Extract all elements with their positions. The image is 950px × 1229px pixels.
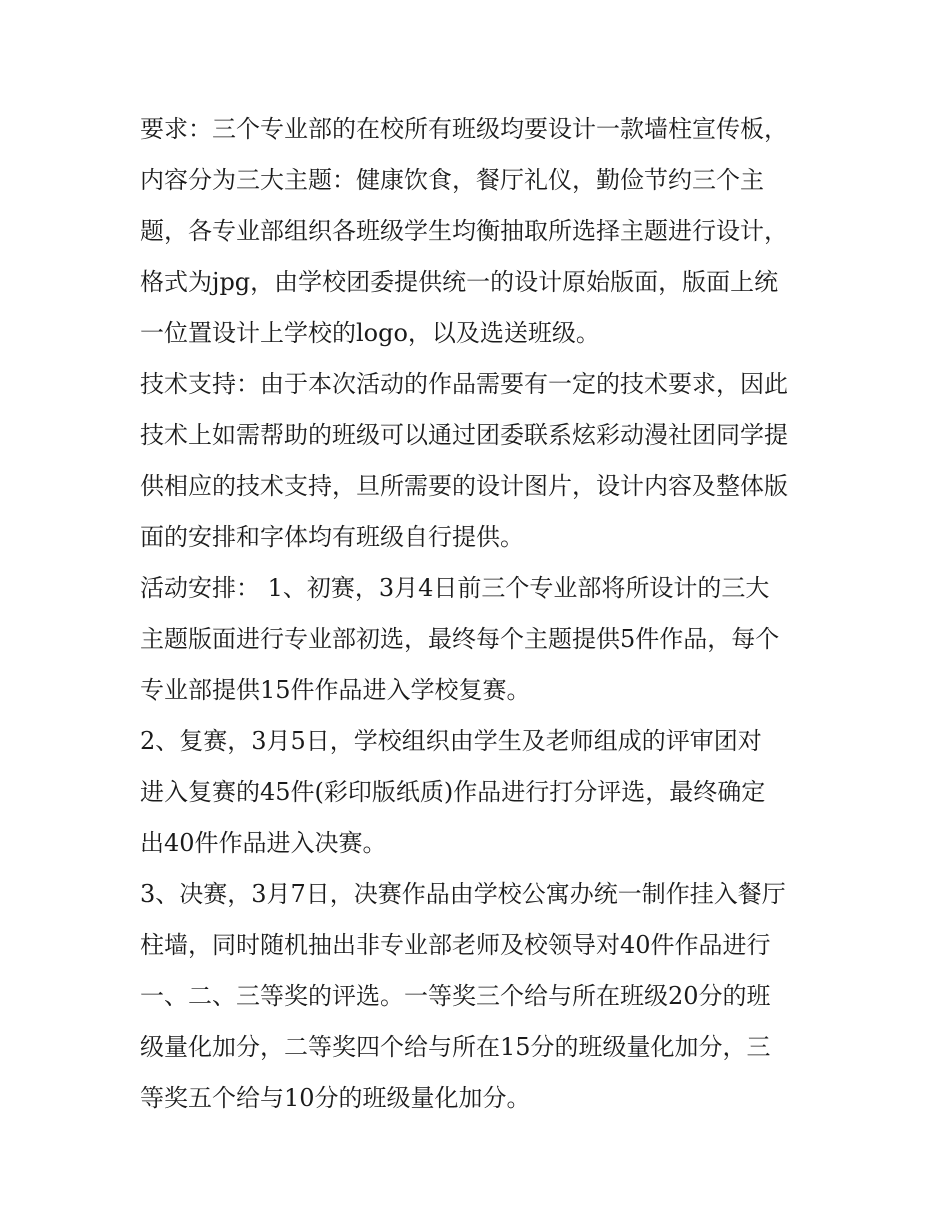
text-line: 格式为jpg，由学校团委提供统一的设计原始版面，版面上统 bbox=[140, 268, 779, 296]
text-line: 2、复赛，3月5日，学校组织由学生及老师组成的评审团对 bbox=[140, 727, 762, 755]
text-line: 技术支持：由于本次活动的作品需要有一定的技术要求，因此 bbox=[140, 370, 788, 398]
text-line: 一、二、三等奖的评选。一等奖三个给与所在班级20分的班 bbox=[140, 982, 771, 1010]
text-line: 主题版面进行专业部初选，最终每个主题提供5件作品，每个 bbox=[140, 625, 780, 653]
text-line: 进入复赛的45件(彩印版纸质)作品进行打分评选，最终确定 bbox=[140, 778, 766, 806]
text-line: 一位置设计上学校的logo，以及选送班级。 bbox=[140, 319, 600, 347]
text-line: 面的安排和字体均有班级自行提供。 bbox=[140, 523, 524, 551]
text-line: 柱墙，同时随机抽出非专业部老师及校领导对40件作品进行 bbox=[140, 931, 771, 959]
text-line: 3、决赛，3月7日，决赛作品由学校公寓办统一制作挂入餐厅 bbox=[140, 880, 786, 908]
text-line: 出40件作品进入决赛。 bbox=[140, 829, 387, 857]
text-line: 要求：三个专业部的在校所有班级均要设计一款墙柱宣传板， bbox=[140, 115, 788, 143]
text-line: 等奖五个给与10分的班级量化加分。 bbox=[140, 1084, 531, 1112]
text-line: 题，各专业部组织各班级学生均衡抽取所选择主题进行设计， bbox=[140, 217, 788, 245]
text-line: 供相应的技术支持，旦所需要的设计图片，设计内容及整体版 bbox=[140, 472, 788, 500]
text-line: 专业部提供15件作品进入学校复赛。 bbox=[140, 676, 531, 704]
text-line: 技术上如需帮助的班级可以通过团委联系炫彩动漫社团同学提 bbox=[140, 421, 788, 449]
text-line: 内容分为三大主题：健康饮食，餐厅礼仪，勤俭节约三个主 bbox=[140, 166, 764, 194]
text-line: 级量化加分，二等奖四个给与所在15分的班级量化加分，三 bbox=[140, 1033, 771, 1061]
text-line: 活动安排： 1、初赛，3月4日前三个专业部将所设计的三大 bbox=[140, 574, 770, 602]
document-body bbox=[140, 104, 815, 1124]
